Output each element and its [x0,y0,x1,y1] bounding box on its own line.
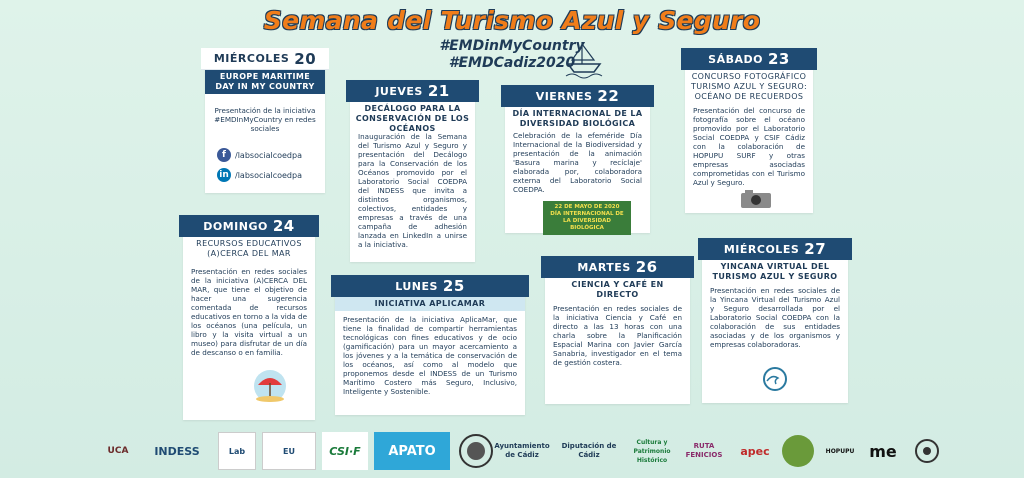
logo-apato: APATO [374,432,450,470]
logo-europe: EU [262,432,316,470]
card-body: Presentación en redes sociales de la iniciativa Ciencia y Café en directo a las 13 horas con una charla sobre la Planificación Espacial Marina con Javier García Sanabria, investigador en el tema de gestión costera. [553,304,682,367]
card-subtitle: EUROPE MARITIME DAY IN MY COUNTRY [205,70,325,94]
card-header [201,48,329,70]
wave-icon [762,366,788,392]
ship-anchor-icon [560,38,608,82]
facebook-handle: /labsocialcoedpa [235,150,302,160]
badge-text: DÍA INTERNACIONAL DE LA DIVERSIDAD BIOLÓGICA [550,211,624,231]
day-label: VIERNES [535,89,593,103]
day-label: JUEVES [375,84,423,98]
logo-colegio [778,432,818,470]
card-martes-26 [545,256,690,404]
card-subtitle: DÍA INTERNACIONAL DE LA DIVERSIDAD BIOLÓGICA [505,107,650,131]
facebook-icon: f [217,148,231,162]
linkedin-handle: /labsocialcoedpa [235,170,302,180]
card-miercoles-27 [702,238,848,403]
logo-diputacion: Diputación de Cádiz [561,442,617,459]
linkedin-link[interactable] [217,168,302,182]
card-body: Presentación en redes sociales de la iniciativa (A)CERCA DEL MAR, que tiene el objetivo de hacer una sugerencia comentada de recursos educativos en torno a la vida de los océanos (una película, un libro y la visita virtual a un museo) para disfrutar de un día de descanso o en familia. [191,267,307,357]
linkedin-icon: in [217,168,231,182]
card-subtitle: CIENCIA Y CAFÉ EN DIRECTO [545,278,690,302]
logo-csif: CSI·F [322,432,368,470]
colegio-icon [780,433,816,469]
circle-logo-icon [914,438,940,464]
logo-hopupu: HOPUPU [825,447,855,455]
card-header [346,80,479,102]
logo-apec: apec [740,444,770,458]
card-subtitle: INICIATIVA APLICAMAR [335,297,525,311]
logo-ruta-fenicios: RUTA FENICIOS [685,442,723,459]
logo-lab: Lab [218,432,256,470]
card-miercoles-20 [205,48,325,193]
day-label: MARTES [577,260,631,274]
card-header [501,85,654,107]
card-body: Presentación de la iniciativa #EMDInMyCountry en redes sociales [214,106,316,133]
day-label: SÁBADO [708,52,763,66]
beach-umbrella-icon [248,369,292,403]
day-label: MIÉRCOLES [213,52,290,65]
day-number: 21 [427,82,450,100]
card-header [179,215,319,237]
day-number: 24 [272,217,295,235]
day-label: LUNES [395,279,438,293]
day-number: 25 [442,277,465,295]
card-header [698,238,852,260]
logo-junta: Cultura y Patrimonio Histórico [633,438,671,464]
card-lunes-25 [335,275,525,415]
logo-indess: INDESS [154,444,200,458]
day-number: 26 [635,258,658,276]
card-domingo-24 [183,215,315,420]
sponsor-logos [0,424,1024,478]
logo-me: me [869,441,897,461]
card-body: Presentación de la iniciativa AplicaMar, que tiene la finalidad de compartir herramientas tecnológicas con fines educativos y de ocio (gamificación) para un mayor acercamiento a los jóvenes y a la temática de conservación de los océanos, así como al modelo que proponemos desde el INDESS de un Turismo Marítimo Costero más Seguro, Inclusivo, Inteligente y Sostenible. [343,315,517,396]
day-label: MIÉRCOLES [723,242,800,256]
card-jueves-21 [350,80,475,262]
seal-icon [458,433,494,469]
facebook-link[interactable] [217,148,302,162]
day-number: 27 [804,240,827,258]
card-body: Inauguración de la Semana del Turismo Azul y Seguro y presentación del Decálogo para la Conservación de los Océanos promovido por el Laboratorio Social COEDPA del INDESS que invita a distintos organismos, colectivos, entidades y empresas a través de una campaña de adhesión lanzada en LinkedIn a unirse a la iniciativa. [358,132,467,249]
day-number: 23 [767,50,790,68]
biodiversity-badge [543,201,631,235]
logo-ayuntamiento: Ayuntamiento de Cádiz [494,442,550,459]
logo-uca: UCA [107,445,129,456]
card-subtitle: YINCANA VIRTUAL DEL TURISMO AZUL Y SEGURO [702,260,848,284]
hashtag-emd: #EMDinMyCountry [439,38,585,54]
card-header [541,256,694,278]
card-subtitle: RECURSOS EDUCATIVOS (A)CERCA DEL MAR [183,237,315,261]
card-sabado-23 [685,48,813,213]
hashtag-emdcadiz: #EMDCadiz2020 [448,55,576,71]
day-number: 20 [294,49,317,68]
card-subtitle: CONCURSO FOTOGRÁFICO TURISMO AZUL Y SEGURO: OCÉANO DE RECUERDOS [685,70,813,104]
day-label: DOMINGO [203,219,268,233]
badge-date: 22 DE MAYO DE 2020 [554,204,620,210]
logo-seal [456,432,496,470]
card-body: Celebración de la efeméride Día Internacional de la Biodiversidad y presentación de la animación 'Basura marina y recíclaje' elaborada por, colaboradora externa del Laboratorio Social COEDPA. [513,131,642,194]
card-viernes-22 [505,85,650,233]
page-title: Semana del Turismo Azul y Seguro [263,6,761,35]
card-body: Presentación en redes sociales de la Yincana Virtual del Turismo Azul y Seguro desarrollada por el Laboratorio Social COEDPA con la colaboración de sus entidades asociadas y de los organismos y empresas colaboradoras. [710,286,840,349]
card-header [331,275,529,297]
logo-circle [912,432,942,470]
card-header [681,48,817,70]
day-number: 22 [597,87,620,105]
camera-icon [737,188,777,210]
card-subtitle: DECÁLOGO PARA LA CONSERVACIÓN DE LOS OCÉANOS [350,102,475,136]
card-body: Presentación del concurso de fotografía sobre el océano promovido por el Laboratorio Social COEDPA y CSIF Cádiz con la colaboración de HOPUPU SURF y otras empresas asociadas comprometidas con el Turismo Azul y Seguro. [693,106,805,187]
